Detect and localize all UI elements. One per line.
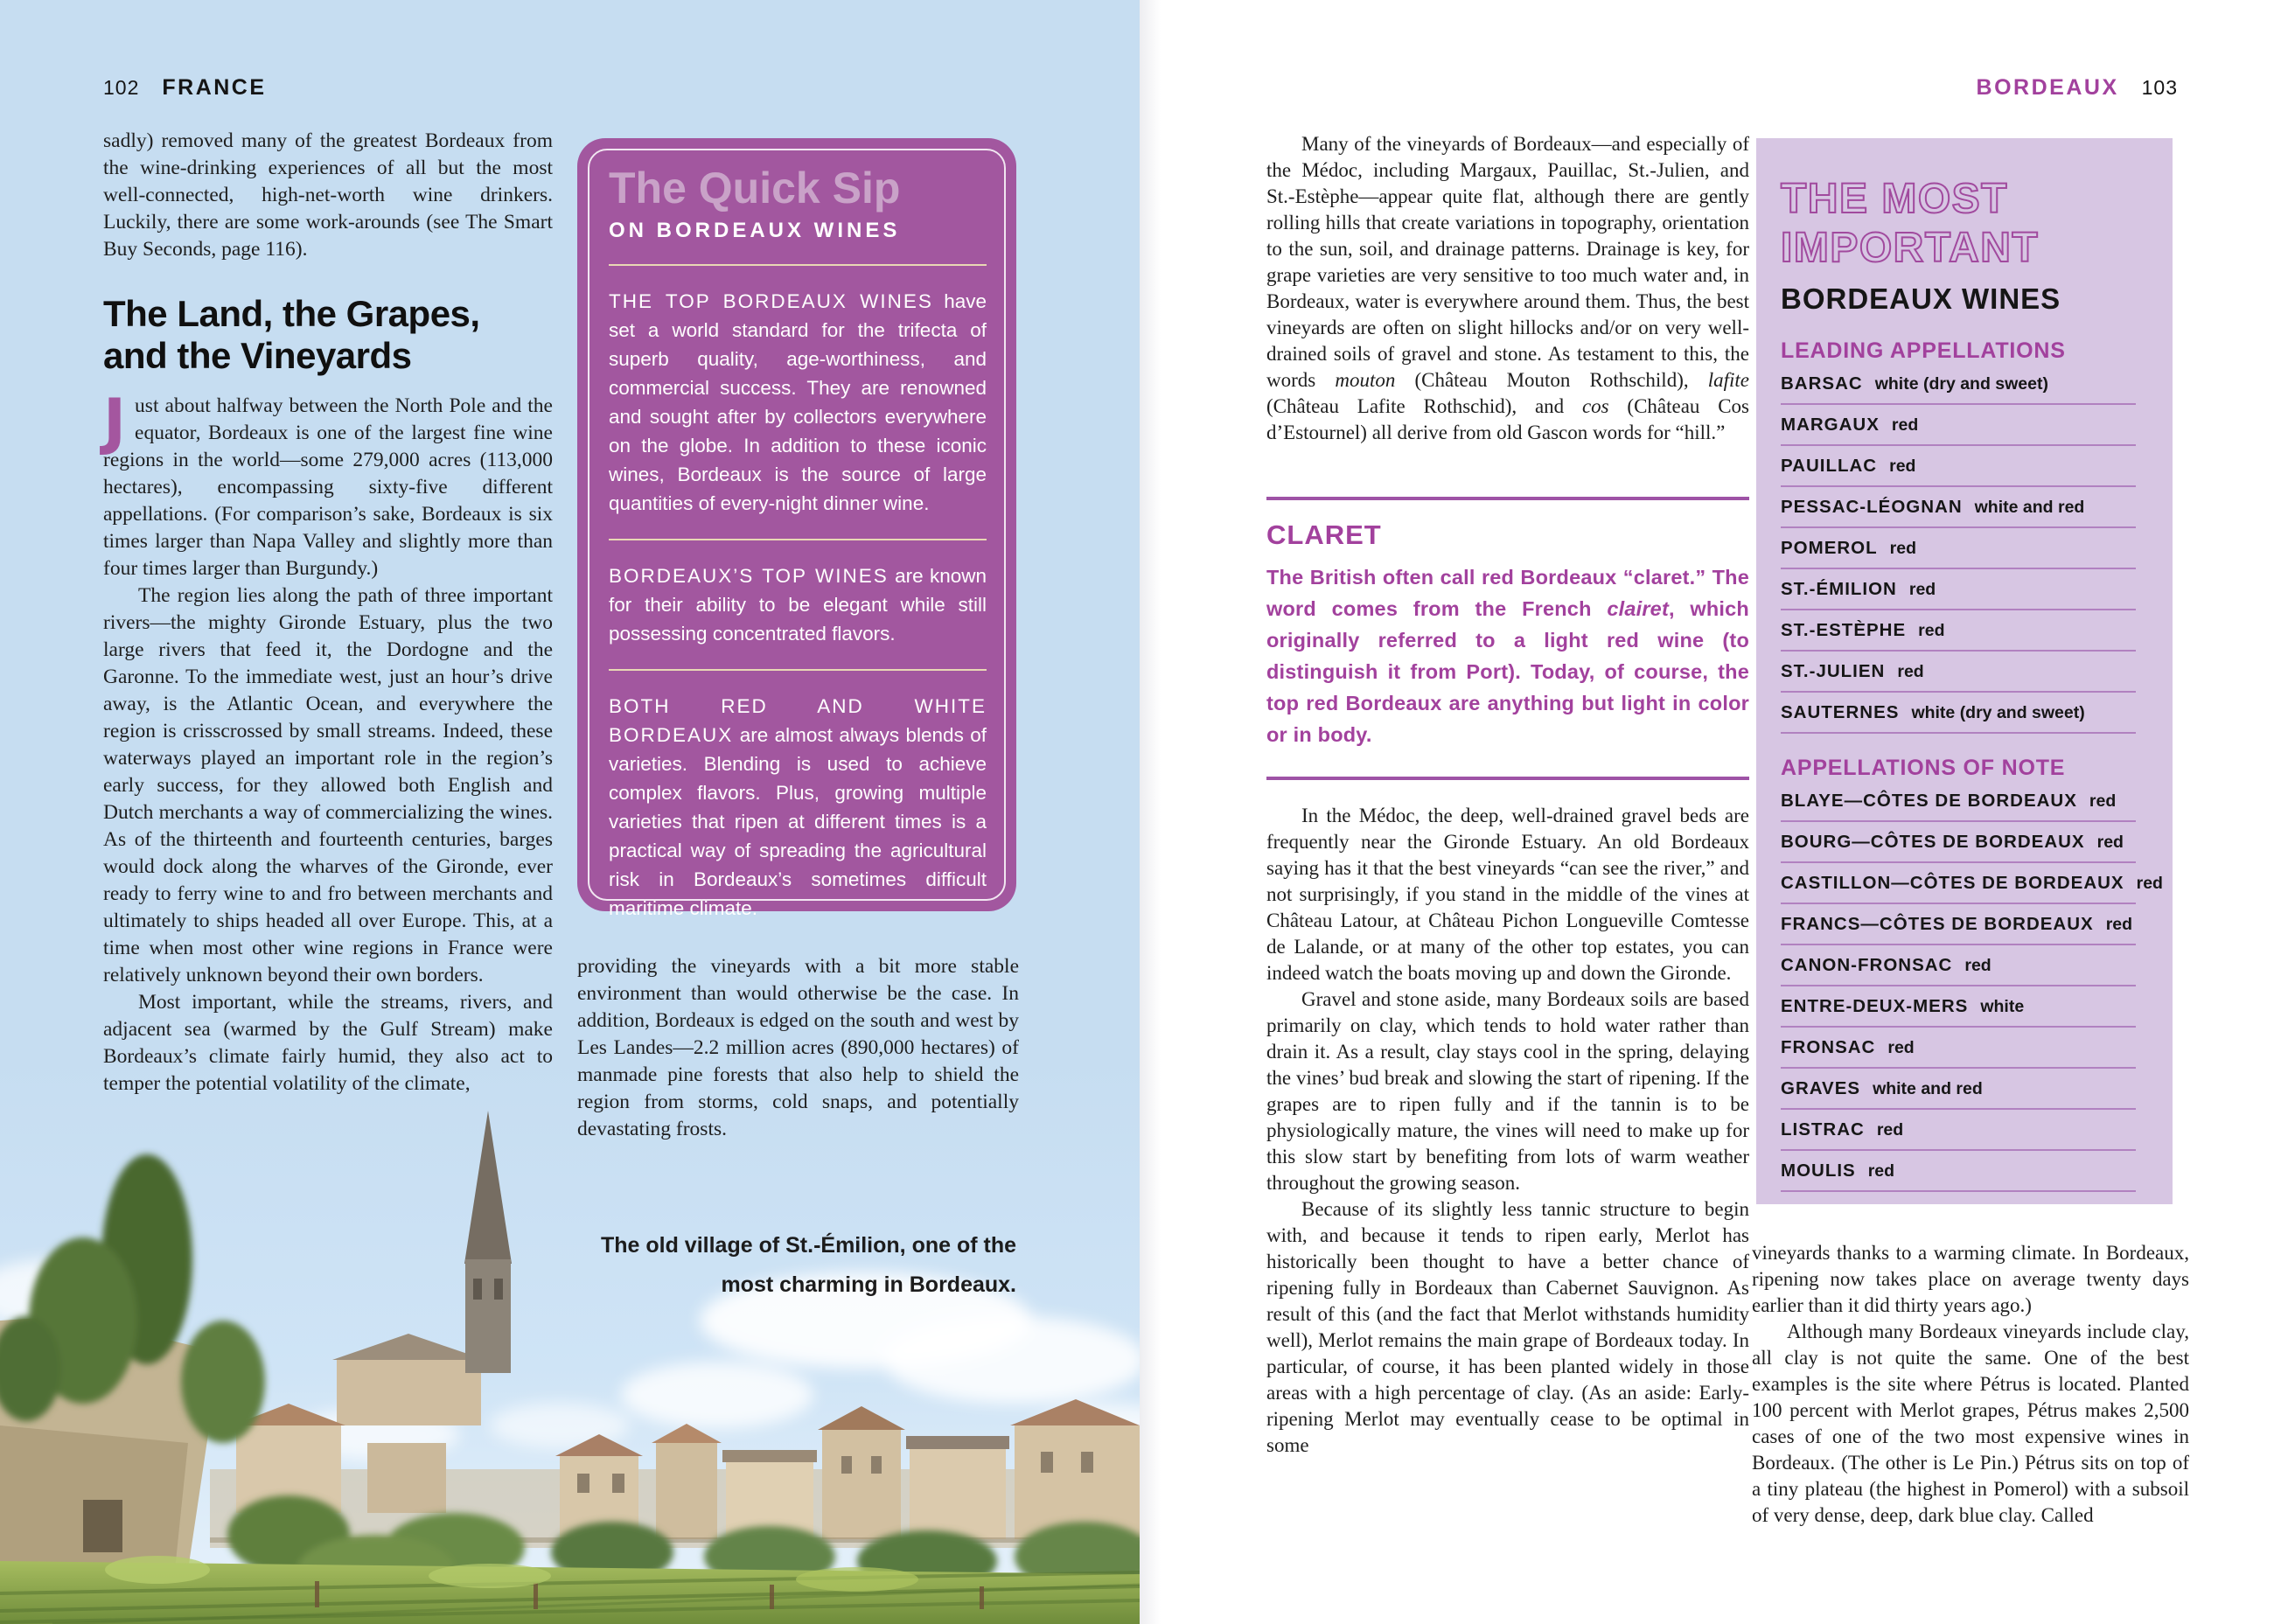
medoc-text: (Château Mouton Rothschild), xyxy=(1395,369,1708,391)
warming-paragraph: vineyards thanks to a warming climate. In Bordeaux, ripening now takes place on average twenty days earlier than it did thirty years ago.) xyxy=(1752,1242,2189,1316)
sidebar-title xyxy=(1781,175,2136,273)
italic-cos: cos xyxy=(1581,395,1609,417)
medoc-text: Many of the vineyards of Bordeaux—and especially of the Médoc, including Margaux, Pauillac, St.-Julien, and St.-Estèphe—appear quite flat, although there are gently rolling hills that create variations in topography, orientation to the sun, soil, and drainage patterns. Drainage is key, for grape varieties are very sensitive to too much water and, in Bordeaux, water is everywhere around them. Thus, the best vineyards are often on slight hillocks and/or on very well-drained soils of gravel and stone. As testament to this, the words xyxy=(1266,133,1749,391)
appellation-name: ST.-ESTÈPHE xyxy=(1781,620,1907,640)
appellation-row xyxy=(1781,405,2136,446)
heading-line-1: The Land, the Grapes, xyxy=(103,293,480,334)
quick-sip-subtitle: ON BORDEAUX WINES xyxy=(609,219,901,242)
appellation-name: ENTRE-DEUX-MERS xyxy=(1781,996,1969,1016)
appellation-type: white and red xyxy=(1974,498,2085,517)
quick-sip-separator xyxy=(609,539,987,540)
appellation-row xyxy=(1781,781,2136,822)
right-column-2 xyxy=(1752,1240,2189,1529)
appellation-type: white and red xyxy=(1873,1079,1983,1098)
section-heading xyxy=(103,293,553,377)
right-column-1 xyxy=(1266,131,1749,1459)
photo-caption-line-2: most charming in Bordeaux. xyxy=(721,1272,1016,1297)
appellation-name: ST.-ÉMILION xyxy=(1781,579,1897,599)
appellation-name: BARSAC xyxy=(1781,373,1863,394)
appellations-of-note-heading: APPELLATIONS OF NOTE xyxy=(1781,756,2066,780)
appellation-name: SAUTERNES xyxy=(1781,702,1900,722)
appellation-type: red xyxy=(1897,662,1924,681)
quick-sip-item-text: are almost always blends of varieties. Blending is used to achieve complex flavors. Plus, growing multiple varieties that ripen at different times is a practical way of spreading the agricultural risk in Bordeaux’s sometimes difficult maritime climate. xyxy=(609,724,987,919)
appellation-type: red xyxy=(1876,1120,1904,1140)
claret-top-rule xyxy=(1266,497,1749,500)
appellation-type: red xyxy=(2089,791,2117,811)
quick-sip-item xyxy=(609,692,987,923)
appellation-name: BOURG—CÔTES DE BORDEAUX xyxy=(1781,832,2085,852)
photo-caption-line-1: The old village of St.-Émilion, one of the xyxy=(600,1233,1016,1258)
appellation-row xyxy=(1781,1028,2136,1069)
appellation-row xyxy=(1781,487,2136,528)
appellation-type: red xyxy=(2105,915,2133,934)
appellation-row xyxy=(1781,446,2136,487)
appellation-name: POMEROL xyxy=(1781,538,1878,558)
claret-heading: CLARET xyxy=(1266,519,1382,550)
dropcap-paragraph-text: ust about halfway between the North Pole and the equator, Bordeaux is one of the largest fine wine regions in the world—some 279,000 acres (113,000 hectares), encompassing sixty-five different appellations. (For comparison’s sake, Bordeaux is six times larger than Napa Valley and slightly more than four times larger than Burgundy.) xyxy=(103,394,553,580)
appellation-name: CASTILLON—CÔTES DE BORDEAUX xyxy=(1781,873,2124,893)
appellation-row xyxy=(1781,610,2136,652)
appellation-type: red xyxy=(1889,457,1916,476)
quick-sip-box xyxy=(577,138,1016,919)
appellation-name: BLAYE—CÔTES DE BORDEAUX xyxy=(1781,791,2077,811)
appellation-row xyxy=(1781,986,2136,1028)
leading-appellations-list xyxy=(1781,364,2136,734)
appellation-name: FRANCS—CÔTES DE BORDEAUX xyxy=(1781,914,2094,934)
claret-text: The British often call red Bordeaux “claret.” The word comes from the French xyxy=(1266,566,1749,620)
appellation-row xyxy=(1781,569,2136,610)
gravel-beds-paragraph: In the Médoc, the deep, well-drained gravel beds are frequently near the Gironde Estuary. An old Bordeaux saying has it that the best vineyards “can see the river,” and not surprisingly, if you stand in the middle of the vines at Château Latour, at Château Pichon Longueville Comtesse de Lalande, or at many of the other top estates, you can indeed watch the boats moving up and down the Gironde. xyxy=(1266,805,1749,984)
appellation-type: red xyxy=(2136,874,2163,893)
merlot-paragraph: Because of its slightly less tannic structure to begin with, and because it tends to ripen early, Merlot has historically been thought to have a better chance of ripening fully in Bordeaux than Cabernet Sauvignon. As result of this (and the fact that Merlot withstands humidity well), Merlot remains the main grape of Bordeaux today. In particular, of course, it has been planted widely in those areas with a high percentage of clay. (As an aside: Early-ripening Merlot may eventually cease to be optimal in some xyxy=(1266,1198,1749,1456)
appellation-type: red xyxy=(1889,539,1917,558)
quick-sip-item-lead: THE TOP BORDEAUX WINES xyxy=(609,290,933,312)
quick-sip-item-lead: BORDEAUX’S TOP WINES xyxy=(609,565,889,587)
appellation-name: ST.-JULIEN xyxy=(1781,661,1886,681)
appellation-row xyxy=(1781,652,2136,693)
italic-clairet: clairet xyxy=(1607,597,1669,620)
appellation-row xyxy=(1781,528,2136,569)
claret-text: , which originally referred to a light red wine (to distinguish it from Port). Today, of course, the top red Bordeaux are anything but light in color or in body. xyxy=(1266,597,1749,746)
appellation-name: GRAVES xyxy=(1781,1078,1861,1098)
appellation-row xyxy=(1781,693,2136,734)
quick-sip-item-text: have set a world standard for the trifecta of superb quality, age-worthiness, and commercial success. They are renowned and sought after by collectors everywhere on the globe. In addition to these iconic wines, Bordeaux is the source of large quantities of every-night dinner wine. xyxy=(609,290,987,514)
quick-sip-title: The Quick Sip xyxy=(609,164,901,213)
appellation-type: white (dry and sweet) xyxy=(1911,703,2085,722)
appellation-type: red xyxy=(1918,621,1945,640)
appellation-name: LISTRAC xyxy=(1781,1119,1865,1140)
section-label: FRANCE xyxy=(162,75,267,100)
intro-paragraph: sadly) removed many of the greatest Bordeaux from the wine-drinking experiences of all but the most well-connected, high-net-worth wine drinkers. Luckily, there are some work-arounds (see The Smart Buy Seconds, page 116). xyxy=(103,129,553,261)
quick-sip-item-text: are known for their ability to be elegant while still possessing concentrated flavors. xyxy=(609,565,987,645)
appellation-type: white (dry and sweet) xyxy=(1874,374,2048,394)
quick-sip-separator xyxy=(609,669,987,671)
rivers-paragraph: The region lies along the path of three important rivers—the mighty Gironde Estuary, plus the two large rivers that feed it, the Dordogne and the Garonne. To the immediate west, just an hour’s drive away, is the Atlantic Ocean, and everywhere the region is crisscrossed by small streams. Indeed, these waterways played an important role in the region’s early success, for they allowed both English and Dutch merchants a way of commercializing the wines. As of the thirteenth and fourteenth centuries, barges would dock along the wharves of the Gironde, ever ready to ferry wine to and fro between merchants and ultimately to ships headed all over Europe. This, at a time when most other wine regions in France were relatively unknown beyond their own borders. xyxy=(103,584,553,986)
appellation-name: PESSAC-LÉOGNAN xyxy=(1781,497,1963,517)
appellation-row xyxy=(1781,364,2136,405)
appellation-name: MOULIS xyxy=(1781,1160,1856,1181)
appellation-type: red xyxy=(1891,415,1919,435)
drop-cap: J xyxy=(103,386,127,457)
appellation-type: red xyxy=(1887,1038,1915,1057)
appellation-row xyxy=(1781,863,2163,904)
appellation-type: red xyxy=(1908,580,1936,599)
heading-line-2: and the Vineyards xyxy=(103,335,412,376)
sidebar-title-line-1: THE MOST xyxy=(1781,176,2008,222)
medoc-text: (Château Cos d’Estournel) all derive from old Gascon words for “hill.” xyxy=(1266,395,1749,443)
sidebar-subtitle: BORDEAUX WINES xyxy=(1781,282,2061,315)
claret-paragraph xyxy=(1266,561,1749,750)
appellation-type: red xyxy=(1964,956,1991,975)
petrus-paragraph: Although many Bordeaux vineyards include clay, all clay is not quite the same. One of the best examples is the site where Pétrus is located. Planted 100 percent with Merlot grapes, Pétrus makes 2,500 cases of one of the two most expensive wines in Bordeaux. (The other is Le Pin.) Pétrus sits on top of a tiny plateau (the highest in Pomerol) with a subsoil of very dense, deep, dark blue clay. Called xyxy=(1752,1321,2189,1526)
page-number: 102 xyxy=(103,76,140,99)
landes-paragraph: providing the vineyards with a bit more stable environment than would otherwise be the case. In addition, Bordeaux is edged on the south and west by Les Landes—2.2 million acres (890,000 hectares) of manmade pine forests that also help to shield the region from storms, cold snaps, and potentially devastating frosts. xyxy=(577,955,1019,1140)
quick-sip-item xyxy=(609,561,987,648)
most-important-sidebar xyxy=(1756,138,2173,1204)
claret-bottom-rule xyxy=(1266,777,1749,780)
climate-paragraph: Most important, while the streams, rivers, and adjacent sea (warmed by the Gulf Stream) make Bordeaux’s climate fairly humid, they also act to temper the potential volatility of the climate, xyxy=(103,991,553,1095)
left-column-1 xyxy=(103,128,553,1098)
right-running-head xyxy=(1977,75,2178,101)
appellation-name: PAUILLAC xyxy=(1781,456,1878,476)
page-number: 103 xyxy=(2141,76,2178,99)
right-page xyxy=(1140,0,2274,1624)
leading-appellations-heading: LEADING APPELLATIONS xyxy=(1781,338,2066,363)
italic-lafite: lafite xyxy=(1707,369,1749,391)
appellation-row xyxy=(1781,904,2136,945)
st-emilion-village-photo xyxy=(0,1058,1140,1624)
appellation-name: CANON-FRONSAC xyxy=(1781,955,1953,975)
medoc-paragraph xyxy=(1266,131,1749,446)
appellation-name: FRONSAC xyxy=(1781,1037,1876,1057)
appellation-row xyxy=(1781,822,2136,863)
dropcap-paragraph xyxy=(103,386,553,582)
quick-sip-item-lead: BOTH RED AND WHITE BORDEAUX xyxy=(609,695,987,746)
medoc-text: (Château Lafite Rothschid), and xyxy=(1266,395,1582,417)
appellation-row xyxy=(1781,945,2136,986)
quick-sip-separator xyxy=(609,264,987,266)
appellation-name: MARGAUX xyxy=(1781,415,1880,435)
quick-sip-item xyxy=(609,287,987,518)
appellations-of-note-list xyxy=(1781,781,2163,1192)
photo-caption xyxy=(601,1226,1016,1305)
section-label: BORDEAUX xyxy=(1976,75,2119,100)
italic-mouton: mouton xyxy=(1335,369,1396,391)
appellation-type: white xyxy=(1980,997,2025,1016)
left-running-head xyxy=(103,75,267,101)
appellation-type: red xyxy=(2096,833,2124,852)
appellation-row xyxy=(1781,1110,2136,1151)
clay-paragraph: Gravel and stone aside, many Bordeaux soils are based primarily on clay, which tends to hold water rather than drain it. As a result, clay stays cool in the spring, delaying the vines’ bud break and slowing the start of ripening. If the grapes are to ripen fully and if the tannin is to be physiologically mature, the vines will need to make up for this slow start by benefiting from lots of warm weather throughout the growing season. xyxy=(1266,988,1749,1194)
left-column-2 xyxy=(577,953,1019,1143)
appellation-row xyxy=(1781,1151,2136,1192)
appellation-row xyxy=(1781,1069,2136,1110)
sidebar-title-line-2: IMPORTANT xyxy=(1781,225,2040,271)
appellation-type: red xyxy=(1867,1161,1895,1181)
